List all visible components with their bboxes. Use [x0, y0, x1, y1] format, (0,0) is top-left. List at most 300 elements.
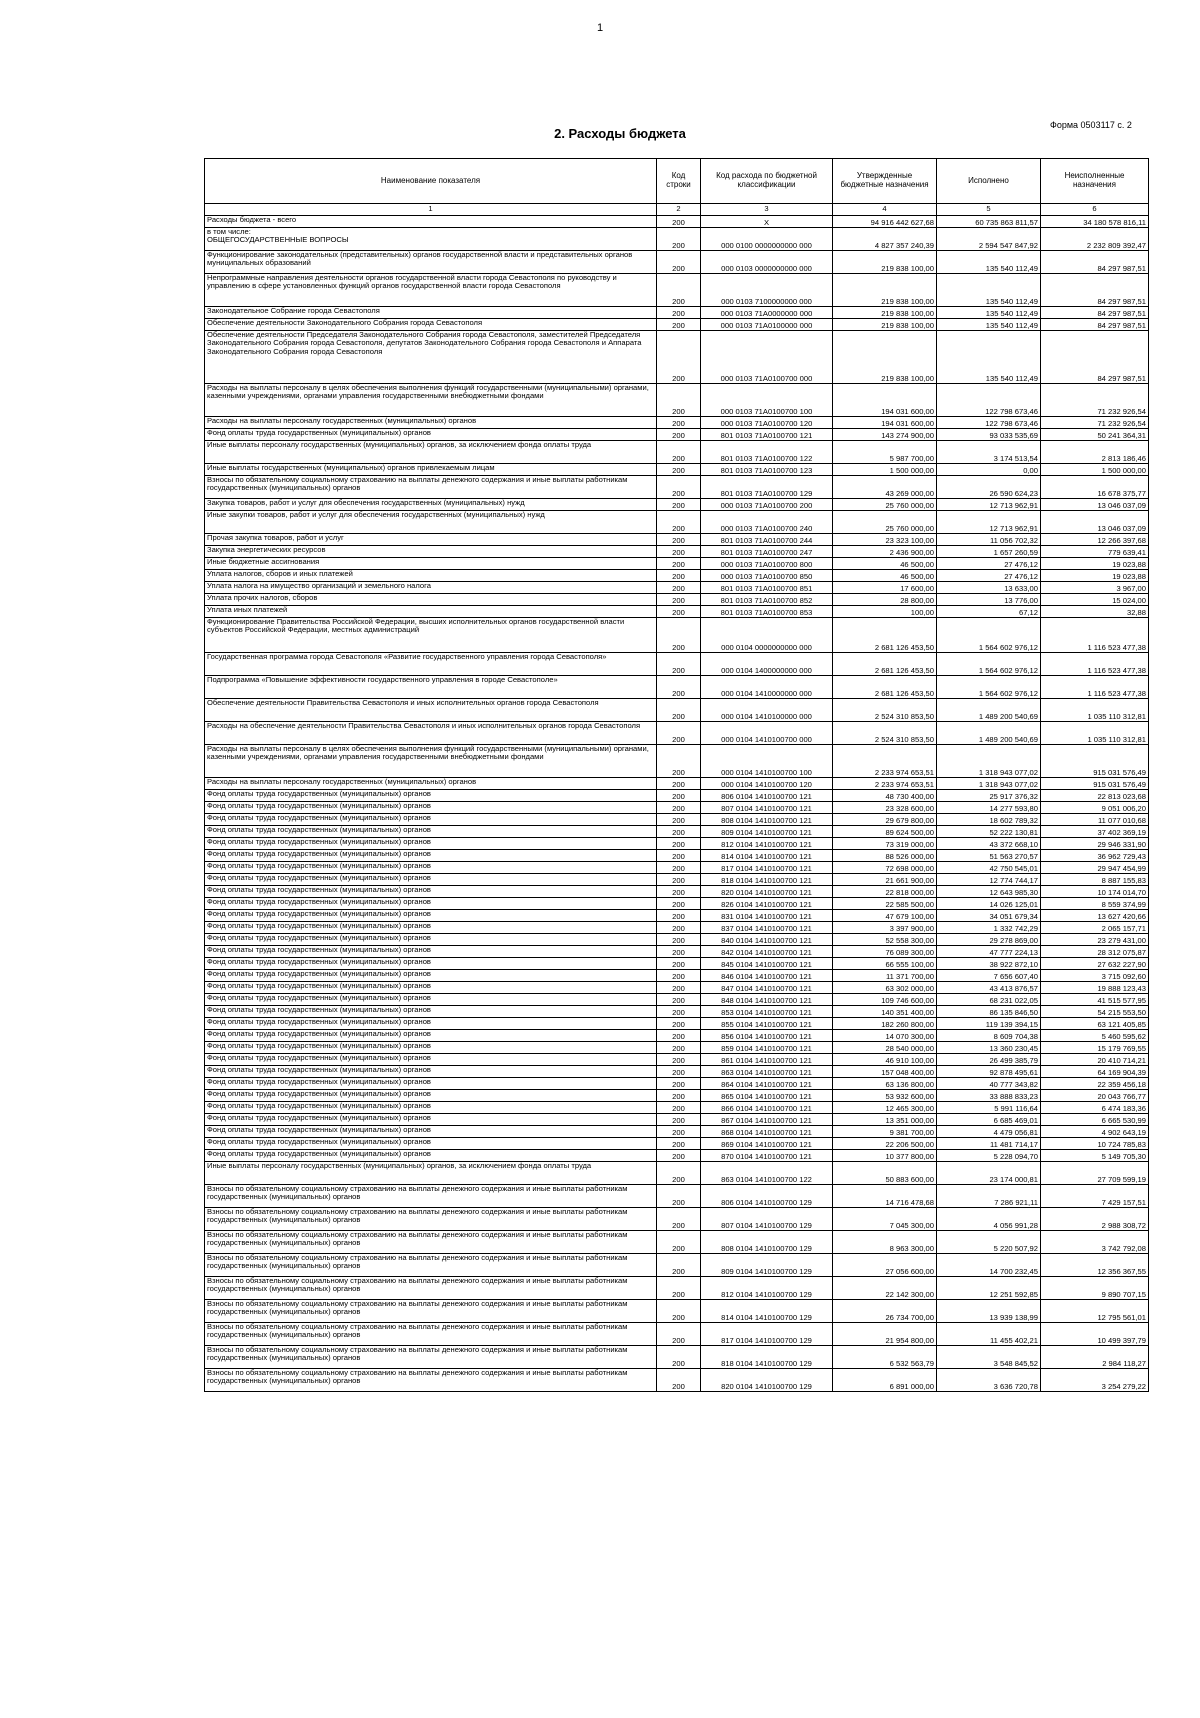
row-approved: 140 351 400,00	[833, 1006, 937, 1018]
table-row	[205, 958, 1149, 970]
table-row	[205, 1231, 1149, 1254]
row-unexecuted: 12 266 397,68	[1041, 534, 1149, 546]
row-approved: 1 500 000,00	[833, 464, 937, 476]
row-approved: 13 351 000,00	[833, 1114, 937, 1126]
row-name: Фонд оплаты труда государственных (муниципальных) органов	[205, 922, 657, 934]
row-code: 200	[657, 946, 701, 958]
row-approved: 194 031 600,00	[833, 384, 937, 417]
row-name: Функционирование законодательных (представительных) органов государственной власти и представительных органов муниципальных образований	[205, 251, 657, 274]
row-code: 200	[657, 1369, 701, 1392]
row-name: Иные выплаты персоналу государственных (муниципальных) органов, за исключением фонда оплаты труда	[205, 1162, 657, 1185]
row-executed: 13 360 230,45	[937, 1042, 1041, 1054]
row-unexecuted: 1 035 110 312,81	[1041, 699, 1149, 722]
row-classification: 814 0104 1410100700 129	[701, 1300, 833, 1323]
row-executed: 0,00	[937, 464, 1041, 476]
row-executed: 8 609 704,38	[937, 1030, 1041, 1042]
row-classification: 820 0104 1410100700 121	[701, 886, 833, 898]
table-row	[205, 570, 1149, 582]
row-name: Фонд оплаты труда государственных (муниципальных) органов	[205, 838, 657, 850]
table-row	[205, 850, 1149, 862]
row-unexecuted: 23 279 431,00	[1041, 934, 1149, 946]
row-unexecuted: 10 499 397,79	[1041, 1323, 1149, 1346]
table-row	[205, 546, 1149, 558]
row-executed: 135 540 112,49	[937, 307, 1041, 319]
table-row	[205, 441, 1149, 464]
row-approved: 27 056 600,00	[833, 1254, 937, 1277]
row-name: Фонд оплаты труда государственных (муниципальных) органов	[205, 910, 657, 922]
table-row	[205, 778, 1149, 790]
row-classification: 831 0104 1410100700 121	[701, 910, 833, 922]
row-name: Непрограммные направления деятельности органов государственной власти города Севастополя по руководству и управлению в сфере установленных функций органов государственной власти города Севастополя	[205, 274, 657, 307]
row-code: 200	[657, 970, 701, 982]
row-code: 200	[657, 417, 701, 429]
row-unexecuted: 1 116 523 477,38	[1041, 676, 1149, 699]
row-classification: 845 0104 1410100700 121	[701, 958, 833, 970]
row-approved: 29 679 800,00	[833, 814, 937, 826]
table-row	[205, 1277, 1149, 1300]
row-approved: 157 048 400,00	[833, 1066, 937, 1078]
row-executed: 11 056 702,32	[937, 534, 1041, 546]
table-row	[205, 534, 1149, 546]
table-row	[205, 558, 1149, 570]
row-executed: 135 540 112,49	[937, 331, 1041, 384]
row-code: 200	[657, 331, 701, 384]
column-number: 1	[205, 204, 657, 216]
table-row	[205, 417, 1149, 429]
row-classification: 867 0104 1410100700 121	[701, 1114, 833, 1126]
row-classification: 000 0103 71A0100700 100	[701, 384, 833, 417]
row-name: Фонд оплаты труда государственных (муниципальных) органов	[205, 1042, 657, 1054]
row-unexecuted: 64 169 904,39	[1041, 1066, 1149, 1078]
row-executed: 11 455 402,21	[937, 1323, 1041, 1346]
header-classification: Код расхода по бюджетной классификации	[701, 159, 833, 204]
expenses-table	[204, 158, 1149, 1392]
row-code: 200	[657, 676, 701, 699]
table-row	[205, 1369, 1149, 1392]
table-row	[205, 216, 1149, 228]
row-unexecuted: 34 180 578 816,11	[1041, 216, 1149, 228]
row-executed: 1 564 602 976,12	[937, 653, 1041, 676]
row-name: Фонд оплаты труда государственных (муниципальных) органов	[205, 1054, 657, 1066]
header-unexecuted: Неисполненные назначения	[1041, 159, 1149, 204]
row-classification: 837 0104 1410100700 121	[701, 922, 833, 934]
row-name: Фонд оплаты труда государственных (муниципальных) органов	[205, 934, 657, 946]
row-name: Фонд оплаты труда государственных (муниципальных) органов	[205, 1066, 657, 1078]
row-code: 200	[657, 274, 701, 307]
row-name: Государственная программа города Севастополя «Развитие государственного управления города Севастополя»	[205, 653, 657, 676]
row-classification: 000 0104 1410100700 000	[701, 722, 833, 745]
row-unexecuted: 9 051 006,20	[1041, 802, 1149, 814]
row-name: в том числе: ОБЩЕГОСУДАРСТВЕННЫЕ ВОПРОСЫ	[205, 228, 657, 251]
row-unexecuted: 84 297 987,51	[1041, 307, 1149, 319]
table-row	[205, 594, 1149, 606]
table-row	[205, 499, 1149, 511]
row-classification: 000 0100 0000000000 000	[701, 228, 833, 251]
table-row	[205, 1126, 1149, 1138]
row-executed: 1 564 602 976,12	[937, 676, 1041, 699]
row-classification: 853 0104 1410100700 121	[701, 1006, 833, 1018]
row-classification: 863 0104 1410100700 121	[701, 1066, 833, 1078]
row-unexecuted: 2 813 186,46	[1041, 441, 1149, 464]
row-approved: 52 558 300,00	[833, 934, 937, 946]
row-approved: 46 500,00	[833, 570, 937, 582]
table-row	[205, 618, 1149, 653]
row-code: 200	[657, 464, 701, 476]
row-code: 200	[657, 1185, 701, 1208]
table-row	[205, 838, 1149, 850]
row-approved: 219 838 100,00	[833, 274, 937, 307]
table-row	[205, 1208, 1149, 1231]
row-code: 200	[657, 307, 701, 319]
row-classification: 812 0104 1410100700 121	[701, 838, 833, 850]
row-executed: 12 713 962,91	[937, 499, 1041, 511]
table-row	[205, 970, 1149, 982]
row-unexecuted: 71 232 926,54	[1041, 417, 1149, 429]
row-name: Взносы по обязательному социальному страхованию на выплаты денежного содержания и иные выплаты работникам государственных (муниципальных) органов	[205, 1369, 657, 1392]
row-code: 200	[657, 1114, 701, 1126]
row-executed: 3 548 845,52	[937, 1346, 1041, 1369]
row-approved: 219 838 100,00	[833, 331, 937, 384]
row-classification: 870 0104 1410100700 121	[701, 1150, 833, 1162]
row-code: 200	[657, 653, 701, 676]
row-unexecuted: 8 559 374,99	[1041, 898, 1149, 910]
row-classification: 809 0104 1410100700 129	[701, 1254, 833, 1277]
table-row	[205, 1114, 1149, 1126]
row-unexecuted: 41 515 577,95	[1041, 994, 1149, 1006]
row-unexecuted: 5 460 595,62	[1041, 1030, 1149, 1042]
row-code: 200	[657, 1018, 701, 1030]
row-unexecuted: 54 215 553,50	[1041, 1006, 1149, 1018]
row-code: 200	[657, 982, 701, 994]
row-name: Фонд оплаты труда государственных (муниципальных) органов	[205, 1078, 657, 1090]
row-classification: 000 0103 71A0100700 240	[701, 511, 833, 534]
row-unexecuted: 27 632 227,90	[1041, 958, 1149, 970]
table-row	[205, 1042, 1149, 1054]
table-row	[205, 1018, 1149, 1030]
row-code: 200	[657, 499, 701, 511]
row-code: 200	[657, 594, 701, 606]
column-number: 2	[657, 204, 701, 216]
row-code: 200	[657, 1042, 701, 1054]
row-classification: 826 0104 1410100700 121	[701, 898, 833, 910]
row-classification: 818 0104 1410100700 121	[701, 874, 833, 886]
table-row	[205, 1300, 1149, 1323]
row-executed: 119 139 394,15	[937, 1018, 1041, 1030]
row-executed: 13 633,00	[937, 582, 1041, 594]
row-executed: 67,12	[937, 606, 1041, 618]
row-code: 200	[657, 441, 701, 464]
row-approved: 7 045 300,00	[833, 1208, 937, 1231]
row-executed: 1 318 943 077,02	[937, 778, 1041, 790]
row-name: Фонд оплаты труда государственных (муниципальных) органов	[205, 1018, 657, 1030]
header-row	[205, 159, 1149, 204]
table-row	[205, 464, 1149, 476]
row-name: Взносы по обязательному социальному страхованию на выплаты денежного содержания и иные выплаты работникам государственных (муниципальных) органов	[205, 1185, 657, 1208]
row-name: Фонд оплаты труда государственных (муниципальных) органов	[205, 994, 657, 1006]
row-unexecuted: 8 887 155,83	[1041, 874, 1149, 886]
row-code: 200	[657, 699, 701, 722]
row-name: Расходы на обеспечение деятельности Правительства Севастополя и иных исполнительных органов города Севастополя	[205, 722, 657, 745]
table-row	[205, 1185, 1149, 1208]
row-classification: 820 0104 1410100700 129	[701, 1369, 833, 1392]
row-code: 200	[657, 251, 701, 274]
row-executed: 5 228 094,70	[937, 1150, 1041, 1162]
row-code: 200	[657, 790, 701, 802]
row-classification: 807 0104 1410100700 129	[701, 1208, 833, 1231]
row-code: 200	[657, 1090, 701, 1102]
row-name: Уплата иных платежей	[205, 606, 657, 618]
row-classification: 000 0103 71A0100700 800	[701, 558, 833, 570]
row-code: 200	[657, 778, 701, 790]
row-code: 200	[657, 606, 701, 618]
row-executed: 13 776,00	[937, 594, 1041, 606]
row-executed: 26 590 624,23	[937, 476, 1041, 499]
row-unexecuted: 13 046 037,09	[1041, 499, 1149, 511]
row-code: 200	[657, 1066, 701, 1078]
row-unexecuted: 19 888 123,43	[1041, 982, 1149, 994]
table-row	[205, 745, 1149, 778]
row-name: Фонд оплаты труда государственных (муниципальных) органов	[205, 429, 657, 441]
row-unexecuted: 50 241 364,31	[1041, 429, 1149, 441]
row-unexecuted: 15 179 769,55	[1041, 1042, 1149, 1054]
row-classification: 855 0104 1410100700 121	[701, 1018, 833, 1030]
row-executed: 7 286 921,11	[937, 1185, 1041, 1208]
row-name: Взносы по обязательному социальному страхованию на выплаты денежного содержания и иные выплаты работникам государственных (муниципальных) органов	[205, 1323, 657, 1346]
table-row	[205, 307, 1149, 319]
row-approved: 63 302 000,00	[833, 982, 937, 994]
row-approved: 6 891 000,00	[833, 1369, 937, 1392]
row-approved: 14 070 300,00	[833, 1030, 937, 1042]
row-executed: 13 939 138,99	[937, 1300, 1041, 1323]
row-unexecuted: 3 715 092,60	[1041, 970, 1149, 982]
row-unexecuted: 915 031 576,49	[1041, 778, 1149, 790]
row-approved: 88 526 000,00	[833, 850, 937, 862]
row-name: Иные закупки товаров, работ и услуг для обеспечения государственных (муниципальных) нужд	[205, 511, 657, 534]
row-executed: 18 602 789,32	[937, 814, 1041, 826]
row-approved: 23 328 600,00	[833, 802, 937, 814]
row-name: Взносы по обязательному социальному страхованию на выплаты денежного содержания и иные выплаты работникам государственных (муниципальных) органов	[205, 1231, 657, 1254]
table-row	[205, 946, 1149, 958]
row-name: Расходы на выплаты персоналу государственных (муниципальных) органов	[205, 778, 657, 790]
row-unexecuted: 32,88	[1041, 606, 1149, 618]
row-code: 200	[657, 1346, 701, 1369]
row-classification: 801 0103 71A0100700 853	[701, 606, 833, 618]
row-executed: 60 735 863 811,57	[937, 216, 1041, 228]
row-executed: 1 332 742,29	[937, 922, 1041, 934]
row-name: Взносы по обязательному социальному страхованию на выплаты денежного содержания и иные выплаты работникам государственных (муниципальных) органов	[205, 1346, 657, 1369]
row-unexecuted: 20 410 714,21	[1041, 1054, 1149, 1066]
row-classification: 846 0104 1410100700 121	[701, 970, 833, 982]
row-code: 200	[657, 802, 701, 814]
row-name: Расходы на выплаты персоналу в целях обеспечения выполнения функций государственными (муниципальными) органами, казенными учреждениями, органами управления государственными внебюджетными фондами	[205, 745, 657, 778]
table-row	[205, 699, 1149, 722]
row-approved: 2 524 310 853,50	[833, 699, 937, 722]
row-name: Фонд оплаты труда государственных (муниципальных) органов	[205, 1006, 657, 1018]
row-approved: 2 681 126 453,50	[833, 618, 937, 653]
row-code: 200	[657, 511, 701, 534]
row-unexecuted: 10 724 785,83	[1041, 1138, 1149, 1150]
row-name: Фонд оплаты труда государственных (муниципальных) органов	[205, 886, 657, 898]
row-unexecuted: 2 988 308,72	[1041, 1208, 1149, 1231]
row-executed: 135 540 112,49	[937, 274, 1041, 307]
table-row	[205, 319, 1149, 331]
table-row	[205, 1006, 1149, 1018]
row-code: 200	[657, 1102, 701, 1114]
table-row	[205, 826, 1149, 838]
row-executed: 14 277 593,80	[937, 802, 1041, 814]
row-name: Обеспечение деятельности Правительства Севастополя и иных исполнительных органов города Севастополя	[205, 699, 657, 722]
row-classification: 866 0104 1410100700 121	[701, 1102, 833, 1114]
row-unexecuted: 22 359 456,18	[1041, 1078, 1149, 1090]
row-unexecuted: 15 024,00	[1041, 594, 1149, 606]
row-classification: 809 0104 1410100700 121	[701, 826, 833, 838]
row-approved: 26 734 700,00	[833, 1300, 937, 1323]
row-executed: 4 479 056,81	[937, 1126, 1041, 1138]
row-name: Фонд оплаты труда государственных (муниципальных) органов	[205, 790, 657, 802]
row-unexecuted: 71 232 926,54	[1041, 384, 1149, 417]
row-approved: 219 838 100,00	[833, 251, 937, 274]
row-unexecuted: 2 232 809 392,47	[1041, 228, 1149, 251]
row-classification: 801 0103 71A0100700 247	[701, 546, 833, 558]
row-name: Законодательное Собрание города Севастополя	[205, 307, 657, 319]
table-row	[205, 1030, 1149, 1042]
row-code: 200	[657, 476, 701, 499]
row-classification: 000 0104 1410100000 000	[701, 699, 833, 722]
row-executed: 42 750 545,01	[937, 862, 1041, 874]
row-name: Обеспечение деятельности Председателя Законодательного Собрания города Севастополя, заместителей Председателя Законодательного Собрания города Севастополя, депутатов Законодательного Собрания города Севастополя и Аппарата Законодательного Собрания города Севастополя	[205, 331, 657, 384]
row-code: 200	[657, 1277, 701, 1300]
row-classification: 000 0104 1400000000 000	[701, 653, 833, 676]
row-approved: 50 883 600,00	[833, 1162, 937, 1185]
table-row	[205, 1102, 1149, 1114]
row-code: 200	[657, 546, 701, 558]
row-name: Фонд оплаты труда государственных (муниципальных) органов	[205, 946, 657, 958]
table-row	[205, 790, 1149, 802]
row-executed: 1 657 260,59	[937, 546, 1041, 558]
row-approved: 46 910 100,00	[833, 1054, 937, 1066]
row-approved: 182 260 800,00	[833, 1018, 937, 1030]
row-code: 200	[657, 910, 701, 922]
row-name: Расходы на выплаты персоналу государственных (муниципальных) органов	[205, 417, 657, 429]
row-code: 200	[657, 534, 701, 546]
row-unexecuted: 10 174 014,70	[1041, 886, 1149, 898]
row-executed: 26 499 385,79	[937, 1054, 1041, 1066]
row-unexecuted: 29 946 331,90	[1041, 838, 1149, 850]
row-name: Закупка энергетических ресурсов	[205, 546, 657, 558]
row-name: Фонд оплаты труда государственных (муниципальных) органов	[205, 1138, 657, 1150]
table-row	[205, 994, 1149, 1006]
row-classification: 865 0104 1410100700 121	[701, 1090, 833, 1102]
row-unexecuted: 84 297 987,51	[1041, 319, 1149, 331]
row-executed: 5 991 116,64	[937, 1102, 1041, 1114]
row-unexecuted: 2 984 118,27	[1041, 1346, 1149, 1369]
row-approved: 94 916 442 627,68	[833, 216, 937, 228]
table-row	[205, 1254, 1149, 1277]
row-approved: 48 730 400,00	[833, 790, 937, 802]
row-approved: 14 716 478,68	[833, 1185, 937, 1208]
row-classification: 817 0104 1410100700 129	[701, 1323, 833, 1346]
row-classification: 814 0104 1410100700 121	[701, 850, 833, 862]
row-code: 200	[657, 994, 701, 1006]
row-classification: 000 0103 71A0100700 120	[701, 417, 833, 429]
row-name: Фонд оплаты труда государственных (муниципальных) органов	[205, 862, 657, 874]
row-executed: 33 888 833,23	[937, 1090, 1041, 1102]
row-approved: 10 377 800,00	[833, 1150, 937, 1162]
row-code: 200	[657, 1231, 701, 1254]
row-code: 200	[657, 874, 701, 886]
row-approved: 23 323 100,00	[833, 534, 937, 546]
row-code: 200	[657, 558, 701, 570]
row-name: Взносы по обязательному социальному страхованию на выплаты денежного содержания и иные выплаты работникам государственных (муниципальных) органов	[205, 1254, 657, 1277]
row-unexecuted: 84 297 987,51	[1041, 274, 1149, 307]
row-unexecuted: 3 254 279,22	[1041, 1369, 1149, 1392]
row-classification: 806 0104 1410100700 129	[701, 1185, 833, 1208]
table-row	[205, 722, 1149, 745]
row-unexecuted: 6 474 183,36	[1041, 1102, 1149, 1114]
row-unexecuted: 11 077 010,68	[1041, 814, 1149, 826]
row-approved: 3 397 900,00	[833, 922, 937, 934]
row-classification: 864 0104 1410100700 121	[701, 1078, 833, 1090]
row-approved: 12 465 300,00	[833, 1102, 937, 1114]
row-executed: 12 251 592,85	[937, 1277, 1041, 1300]
row-code: 200	[657, 1030, 701, 1042]
table-row	[205, 814, 1149, 826]
row-approved: 72 698 000,00	[833, 862, 937, 874]
row-unexecuted: 779 639,41	[1041, 546, 1149, 558]
row-name: Фонд оплаты труда государственных (муниципальных) органов	[205, 826, 657, 838]
row-classification: 000 0103 71A0100700 000	[701, 331, 833, 384]
row-name: Фонд оплаты труда государственных (муниципальных) органов	[205, 814, 657, 826]
row-executed: 14 700 232,45	[937, 1254, 1041, 1277]
row-code: 200	[657, 1254, 701, 1277]
row-unexecuted: 12 356 367,55	[1041, 1254, 1149, 1277]
table-row	[205, 384, 1149, 417]
table-row	[205, 1323, 1149, 1346]
row-code: 200	[657, 814, 701, 826]
column-number: 3	[701, 204, 833, 216]
row-code: 200	[657, 826, 701, 838]
column-number-row	[205, 204, 1149, 216]
row-classification: 859 0104 1410100700 121	[701, 1042, 833, 1054]
row-approved: 25 760 000,00	[833, 499, 937, 511]
row-classification: X	[701, 216, 833, 228]
table-row	[205, 922, 1149, 934]
row-code: 200	[657, 1006, 701, 1018]
row-name: Расходы бюджета - всего	[205, 216, 657, 228]
row-name: Фонд оплаты труда государственных (муниципальных) органов	[205, 1126, 657, 1138]
table-row	[205, 862, 1149, 874]
table-row	[205, 874, 1149, 886]
row-executed: 27 476,12	[937, 570, 1041, 582]
row-unexecuted: 16 678 375,77	[1041, 476, 1149, 499]
row-classification: 801 0103 71A0100700 122	[701, 441, 833, 464]
row-approved: 9 381 700,00	[833, 1126, 937, 1138]
row-executed: 23 174 000,81	[937, 1162, 1041, 1185]
page-number: 1	[596, 22, 604, 34]
row-executed: 43 413 876,57	[937, 982, 1041, 994]
row-classification: 840 0104 1410100700 121	[701, 934, 833, 946]
row-name: Фонд оплаты труда государственных (муниципальных) органов	[205, 874, 657, 886]
row-name: Взносы по обязательному социальному страхованию на выплаты денежного содержания и иные выплаты работникам государственных (муниципальных) органов	[205, 1208, 657, 1231]
table-row	[205, 1078, 1149, 1090]
row-unexecuted: 19 023,88	[1041, 570, 1149, 582]
row-approved: 2 436 900,00	[833, 546, 937, 558]
row-name: Прочая закупка товаров, работ и услуг	[205, 534, 657, 546]
row-name: Фонд оплаты труда государственных (муниципальных) органов	[205, 1102, 657, 1114]
row-classification: 842 0104 1410100700 121	[701, 946, 833, 958]
row-unexecuted: 5 149 705,30	[1041, 1150, 1149, 1162]
row-approved: 4 827 357 240,39	[833, 228, 937, 251]
